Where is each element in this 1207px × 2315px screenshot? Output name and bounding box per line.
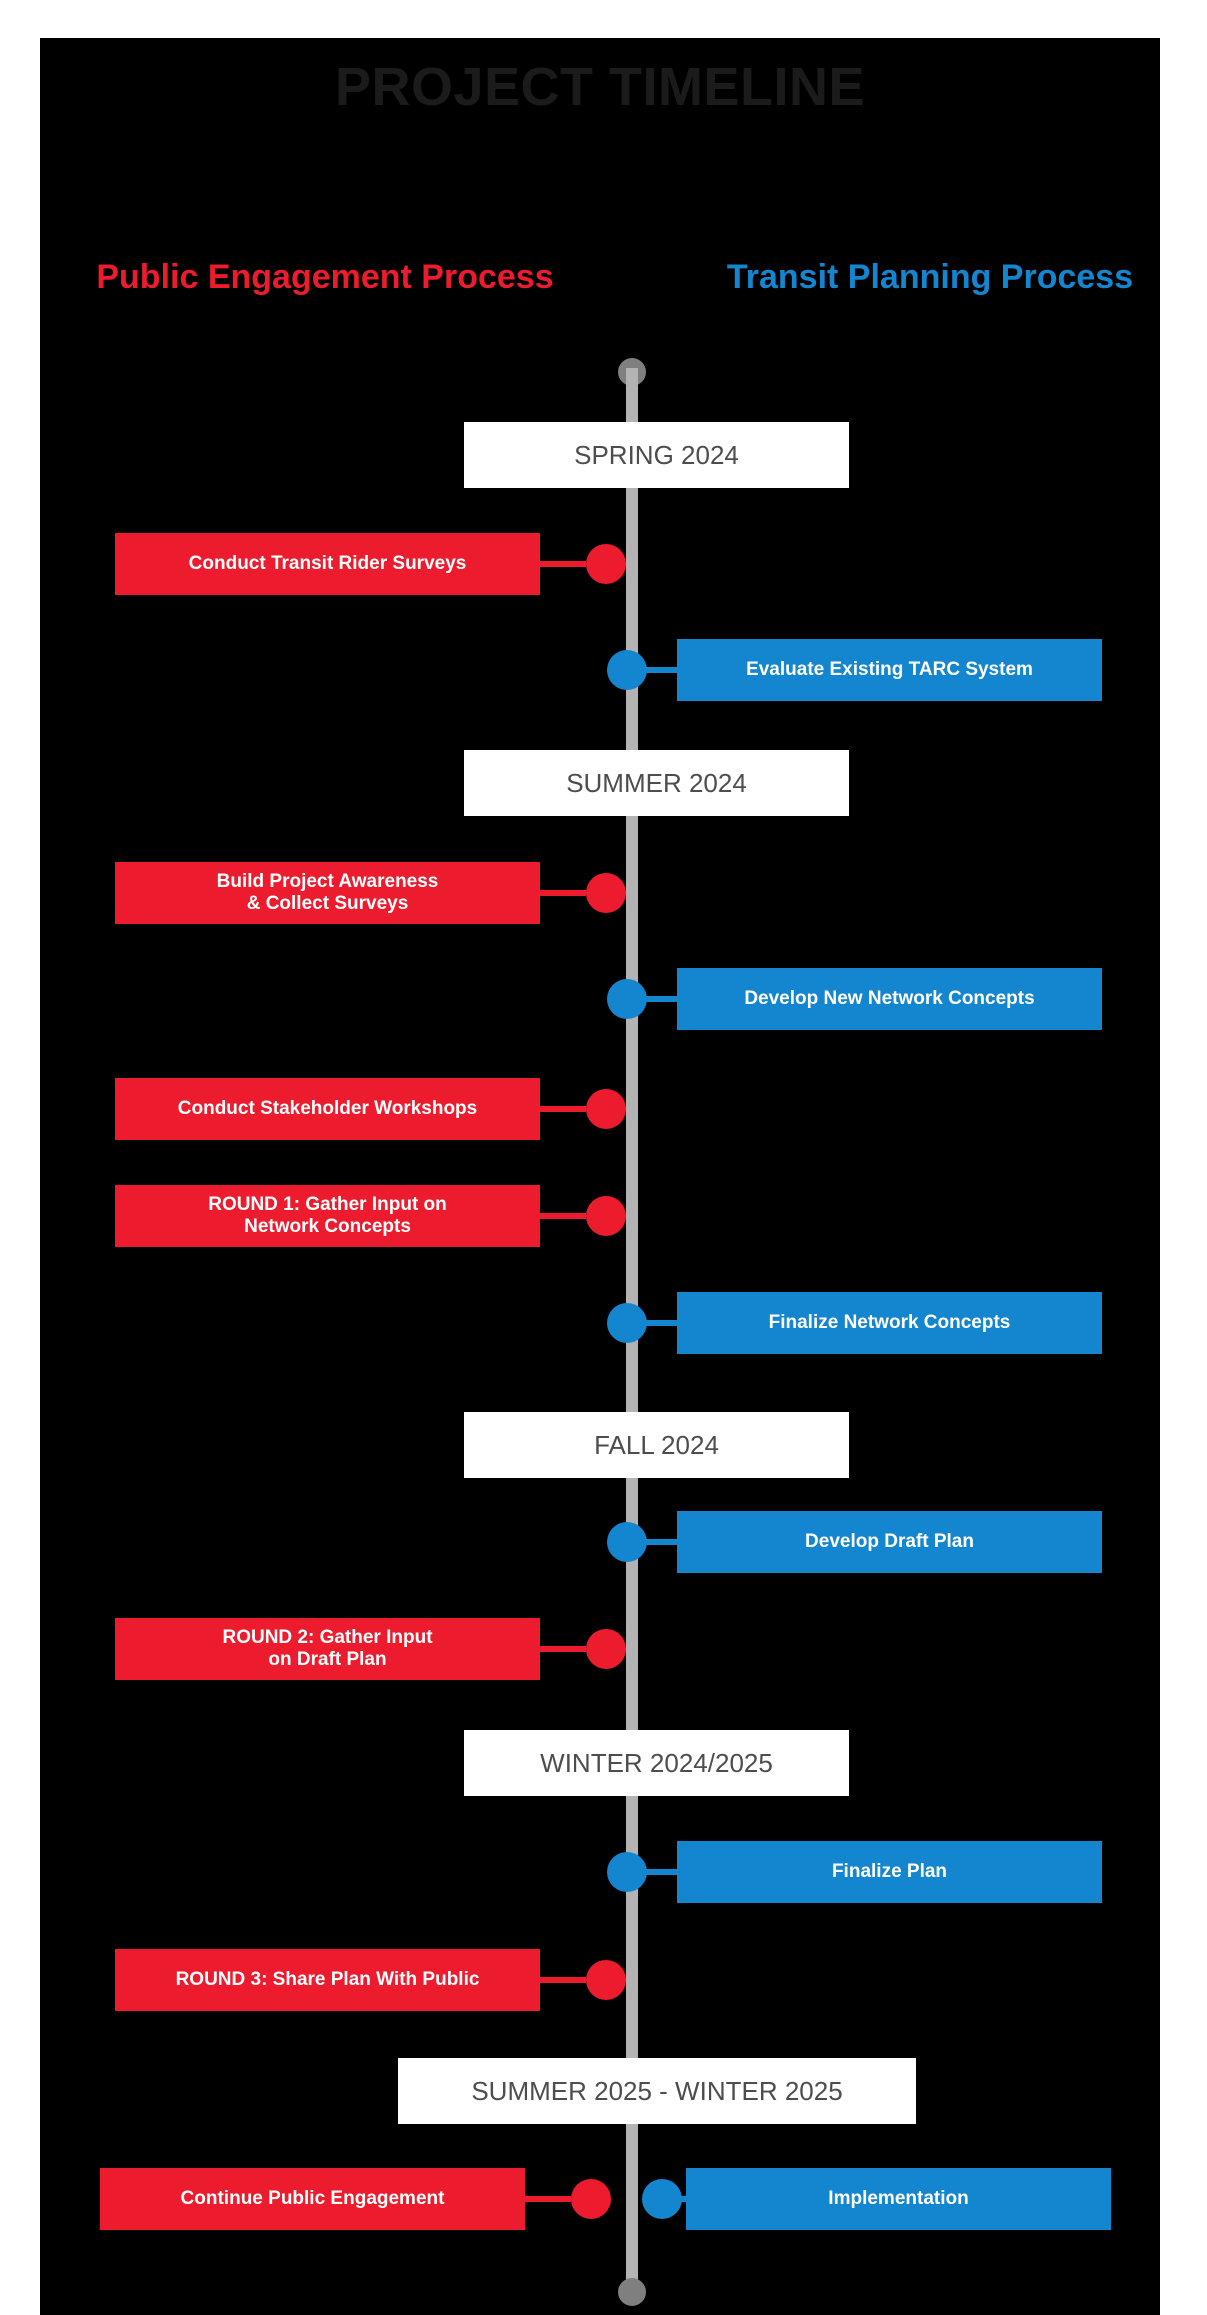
event-finalize-network-concepts[interactable]	[40, 1292, 1160, 1354]
event-bar-label: Evaluate Existing TARC System	[677, 639, 1102, 701]
event-bar-label-line1: Build Project Awareness	[216, 871, 439, 893]
event-bar-label-line2: & Collect Surveys	[246, 893, 409, 914]
season-label-fall-2024: FALL 2024	[464, 1412, 849, 1478]
event-bar-label-line2: on Draft Plan	[268, 1649, 387, 1670]
event-finalize-plan[interactable]	[40, 1841, 1160, 1903]
event-row-implementation-and-engagement	[40, 2168, 1160, 2230]
event-evaluate-existing-tarc-system[interactable]	[40, 639, 1160, 701]
event-connector-left	[525, 2196, 571, 2202]
season-label-summer-2025-winter-2025: SUMMER 2025 - WINTER 2025	[398, 2058, 916, 2124]
event-node-dot	[586, 1196, 626, 1236]
event-conduct-stakeholder-workshops[interactable]	[40, 1078, 1160, 1140]
event-bar-label: Finalize Network Concepts	[677, 1292, 1102, 1354]
event-develop-new-network-concepts[interactable]	[40, 968, 1160, 1030]
timeline-panel	[40, 38, 1160, 2315]
event-bar-label	[115, 862, 540, 924]
event-connector	[540, 890, 586, 896]
event-develop-draft-plan[interactable]	[40, 1511, 1160, 1573]
event-node-dot	[607, 979, 647, 1019]
event-node-dot	[607, 650, 647, 690]
event-bar-label	[115, 1185, 540, 1247]
event-round-2-gather-input-on-draft-plan[interactable]	[40, 1618, 1160, 1680]
event-continue-public-engagement[interactable]: Continue Public Engagement	[100, 2168, 525, 2230]
event-connector	[540, 1977, 586, 1983]
event-bar-label: ROUND 3: Share Plan With Public	[115, 1949, 540, 2011]
event-node-dot	[586, 1960, 626, 2000]
column-heading-public-engagement: Public Engagement Process	[96, 258, 554, 296]
column-heading-transit-planning: Transit Planning Process	[726, 258, 1134, 296]
event-node-dot	[586, 873, 626, 913]
event-bar-label: Develop New Network Concepts	[677, 968, 1102, 1030]
event-bar-label: Conduct Stakeholder Workshops	[115, 1078, 540, 1140]
event-implementation[interactable]: Implementation	[686, 2168, 1111, 2230]
event-connector	[540, 1646, 586, 1652]
event-connector	[540, 1106, 586, 1112]
event-bar-label-line1: ROUND 2: Gather Input	[222, 1627, 433, 1649]
event-node-dot-right	[642, 2179, 682, 2219]
timeline-spine-end-dot	[618, 2278, 646, 2306]
page-title: PROJECT TIMELINE	[334, 57, 866, 117]
event-node-dot	[586, 1089, 626, 1129]
event-round-3-share-plan-with-public[interactable]	[40, 1949, 1160, 2011]
season-label-winter-2024-2025: WINTER 2024/2025	[464, 1730, 849, 1796]
event-connector	[540, 561, 586, 567]
event-node-dot	[607, 1522, 647, 1562]
event-bar-label-line1: ROUND 1: Gather Input on	[208, 1194, 447, 1216]
event-build-project-awareness-collect-surveys[interactable]	[40, 862, 1160, 924]
event-node-dot	[586, 544, 626, 584]
event-bar-label-line2: Network Concepts	[244, 1216, 411, 1237]
event-node-dot	[607, 1852, 647, 1892]
event-node-dot-left	[571, 2179, 611, 2219]
event-node-dot	[607, 1303, 647, 1343]
event-connector	[540, 1213, 586, 1219]
event-bar-label: Conduct Transit Rider Surveys	[115, 533, 540, 595]
event-round-1-gather-input-on-network-concepts[interactable]	[40, 1185, 1160, 1247]
event-node-dot	[586, 1629, 626, 1669]
event-bar-label	[115, 1618, 540, 1680]
event-bar-label: Finalize Plan	[677, 1841, 1102, 1903]
season-label-spring-2024: SPRING 2024	[464, 422, 849, 488]
season-label-summer-2024: SUMMER 2024	[464, 750, 849, 816]
event-bar-label: Develop Draft Plan	[677, 1511, 1102, 1573]
event-conduct-transit-rider-surveys[interactable]	[40, 533, 1160, 595]
